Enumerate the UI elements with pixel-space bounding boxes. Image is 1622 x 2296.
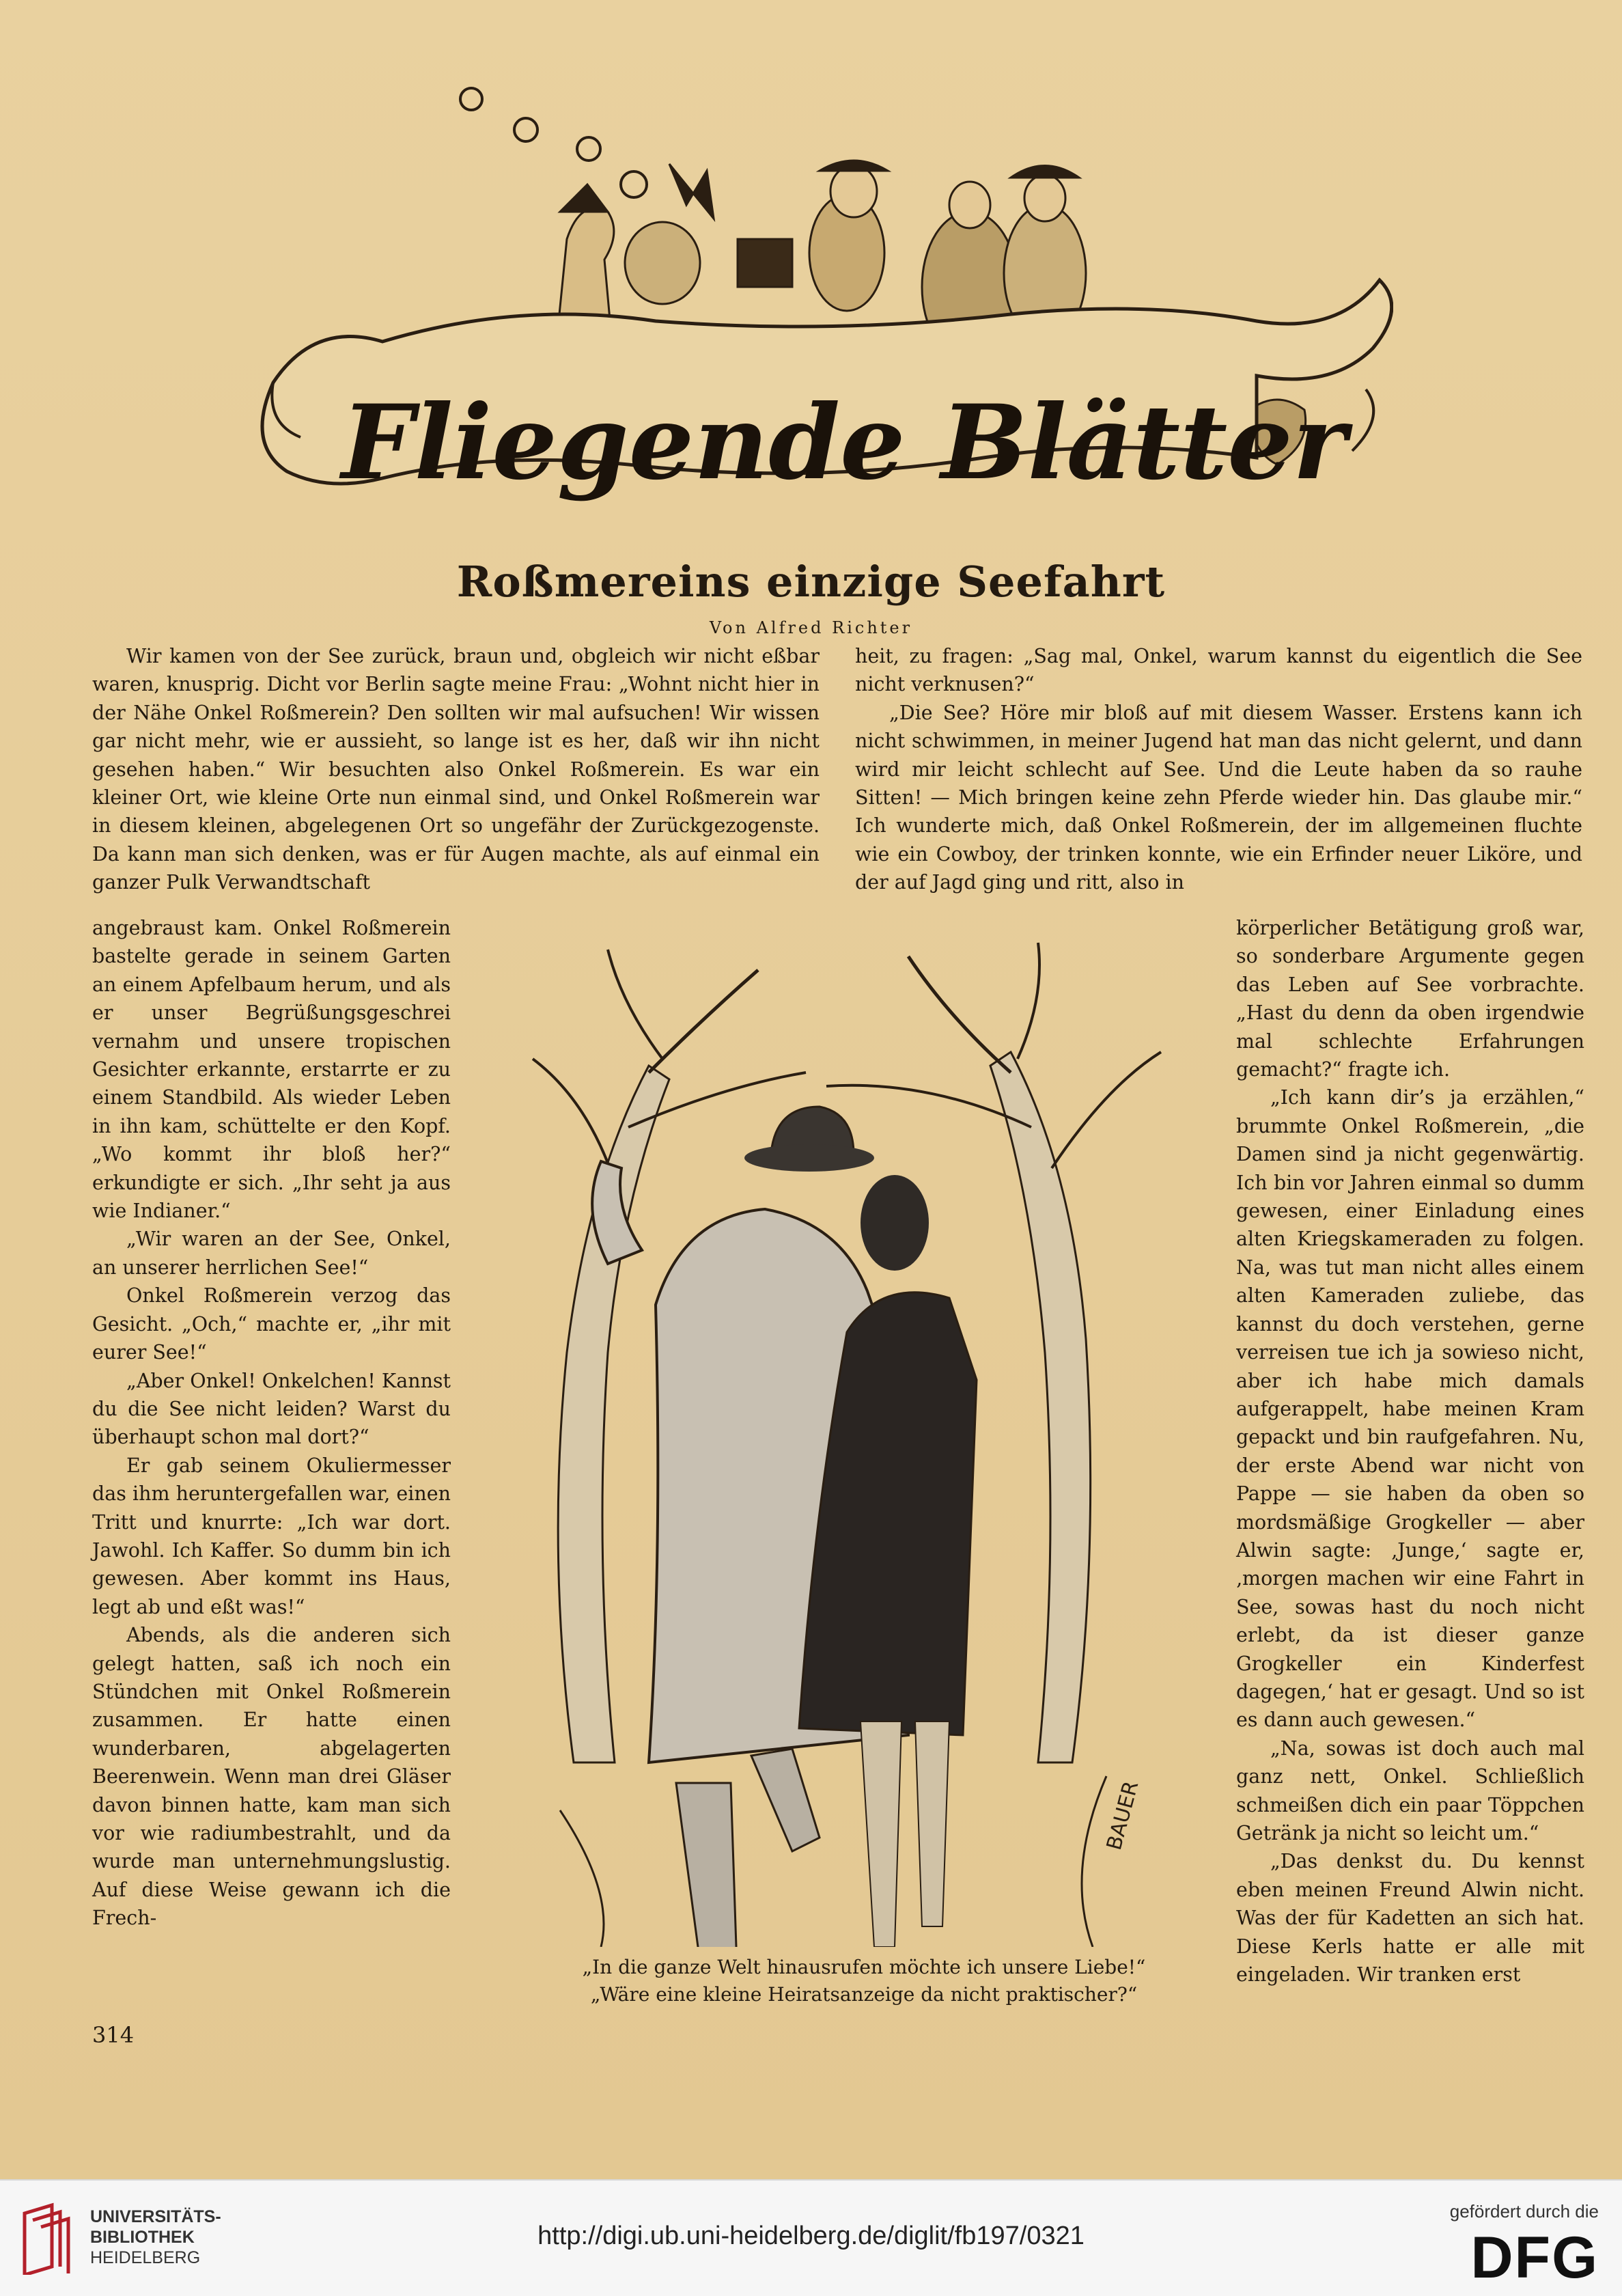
digitization-footer	[0, 2179, 1622, 2296]
couple-illustration	[492, 922, 1202, 1947]
paragraph: Wir kamen von der See zurück, braun und, obgleich wir nicht eßbar waren, knusprig. Dicht vor Berlin sagte meine Frau: „Wohnt nicht hier in der Nähe Onkel Roßmerein? Den sollten wir mal aufsuchen! Wir wissen gar nicht mehr, wie er aussieht, so lange ist es her, daß wir ihn nicht gesehen haben.“ Wir besuchten also Onkel Roßmerein. Es war ein kleiner Ort, wie kleine Orte nun einmal sind, und Onkel Roßmerein war in diesem kleinen, abgelegenen Ort so ungefähr der Zurückgezogenste. Da kann man sich denken, was er für Augen machte, als auf einmal ein ganzer Pulk Verwandtschaft	[92, 645, 820, 894]
paragraph: heit, zu fragen: „Sag mal, Onkel, warum kannst du eigentlich die See nicht verknusen?“	[855, 645, 1582, 696]
article-title: Roßmereins einzige Seefahrt	[456, 557, 1166, 607]
paragraph: angebraust kam. Onkel Roßmerein bastelte gerade in seinem Garten an einem Apfelbaum herum, und als er unser Begrüßungsgeschrei vernahm und unsere tropischen Gesichter erkannte, erstarrte er zu einem Standbild. Als wieder Leben in ihn kam, schüttelte er den Kopf. „Wo kommt ihr bloß her?“ erkundigte er sich. „Ihr seht ja aus wie Indianer.“	[92, 917, 451, 1223]
illustration-caption	[499, 1954, 1229, 2008]
masthead-title: Fliegende Blätter	[341, 383, 1347, 503]
paragraph: „Die See? Höre mir bloß auf mit diesem Wasser. Erstens kann ich nicht schwimmen, in meiner Jugend hat man das nicht gelernt, und dann wird mir leicht schlecht auf See. Und die Leute haben da so rauhe Sitten! — Mich bringen keine zehn Pferde wieder hin. Das glaube mir.“ Ich wunderte mich, daß Onkel Roßmerein, der im allgemeinen fluchte wie ein Cowboy, der trinken konnte, wie ein Erfinder neuer Liköre, und der auf Jagd ging und ritt, also in	[855, 701, 1582, 894]
paragraph: „Wir waren an der See, Onkel, an unserer herrlichen See!“	[92, 1228, 451, 1279]
caption-line: „In die ganze Welt hinausrufen möchte ich unsere Liebe!“	[582, 1956, 1146, 1978]
article-byline: Von Alfred Richter	[709, 618, 913, 637]
paragraph: Onkel Roßmerein verzog das Gesicht. „Och,“ machte er, „ihr mit eurer See!“	[92, 1284, 451, 1364]
paragraph: körperlicher Betätigung groß war, so sonderbare Argumente gegen das Leben auf See vorbrachte. „Hast du denn da oben irgendwie mal schlechte Erfahrungen gemacht?“ fragte ich.	[1236, 917, 1584, 1081]
paragraph: „Aber Onkel! Onkelchen! Kannst du die See nicht leiden? Warst du überhaupt schon mal dort?“	[92, 1369, 451, 1449]
library-name-line: HEIDELBERG	[90, 2248, 201, 2267]
text-block-top-right	[855, 642, 1582, 897]
funded-by-label: gefördert durch die	[1449, 2201, 1599, 2222]
page-number: 314	[92, 2022, 135, 2048]
paragraph: Abends, als die anderen sich gelegt hatten, saß ich noch ein Stündchen mit Onkel Roßmerein zusammen. Er hatte einen wunderbaren, abgelagerten Beerenwein. Wenn man drei Gläser davon binnen hatte, kam man sich vor wie radiumbestrahlt, und da wurde man unternehmungslustig. Auf diese Weise gewann ich die Frech-	[92, 1624, 451, 1930]
library-name-line: UNIVERSITÄTS-	[90, 2207, 221, 2226]
text-column-right	[1236, 914, 1584, 1989]
paragraph: „Ich kann dir’s ja erzählen,“ brummte Onkel Roßmerein, „die Damen sind ja nicht gegenwärtig. Ich bin vor Jahren einmal so dumm gewesen, einer Einladung eines alten Kriegskameraden zu folgen. Na, was tut man nicht alles einem alten Kameraden zuliebe, das kannst du doch verstehen, gerne verreisen tue ich ja sowieso nicht, aber ich habe mich damals aufgerappelt, habe meinen Kram gepackt und bin raufgefahren. Nu, der erste Abend war nicht von Pappe — sie haben da oben so mordsmäßige Grogkeller — aber Alwin sagte: ‚Junge,‘ sagte er, ‚morgen machen wir eine Fahrt in See, sowas hast du noch nicht erlebt, da ist dieser ganze Grogkeller ein Kinderfest dagegen,‘ hat er gesagt. Und so ist es dann auch gewesen.“	[1236, 1086, 1584, 1732]
dfg-logo: DFG	[1470, 2225, 1599, 2291]
masthead-illustration	[260, 68, 1393, 540]
permalink-url[interactable]: http://digi.ub.uni-heidelberg.de/diglit/fb197/0321	[537, 2222, 1085, 2250]
paragraph: Er gab seinem Okuliermesser das ihm heruntergefallen war, einen Tritt und knurrte: „Ich war dort. Jawohl. Ich Kaffer. So dumm bin ich gewesen. Aber kommt ins Haus, legt ab und eßt was!“	[92, 1454, 451, 1618]
text-block-top-left	[92, 642, 820, 897]
library-name-line: BIBLIOTHEK	[90, 2228, 195, 2247]
paragraph: „Na, sowas ist doch auch mal ganz nett, Onkel. Schließlich schmeißen dich ein paar Töppchen Getränk ja nicht so leicht um.“	[1236, 1737, 1584, 1844]
text-column-left	[92, 914, 451, 1933]
paragraph: „Das denkst du. Du kennst eben meinen Freund Alwin nicht. Was der für Kadetten an sich hat. Diese Kerls hatte er alle mit eingeladen. Wir tranken erst	[1236, 1850, 1584, 1987]
artist-signature: BAUER	[1102, 1778, 1144, 1853]
caption-line: „Wäre eine kleine Heiratsanzeige da nicht praktischer?“	[590, 1983, 1138, 2006]
